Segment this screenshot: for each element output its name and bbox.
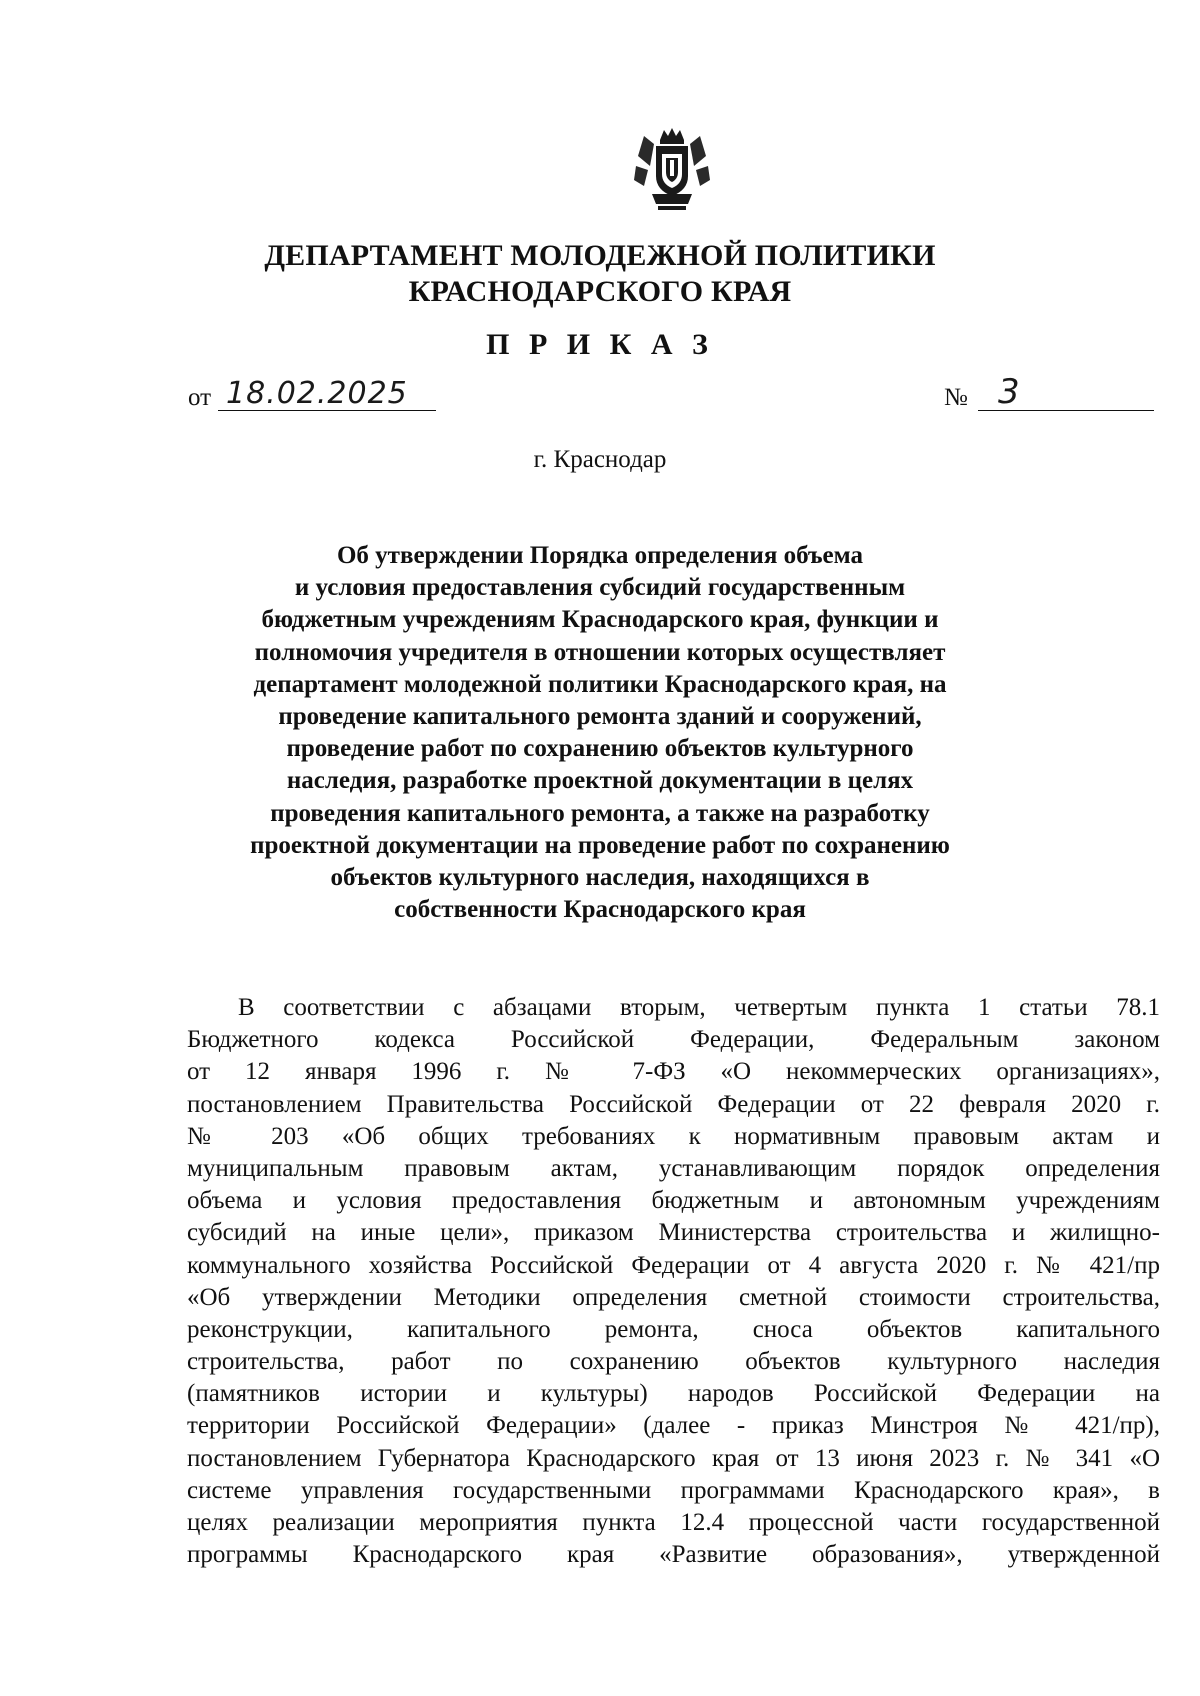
heading-line: наследия, разработке проектной документации в целях <box>286 767 914 795</box>
heading-line: проведения капитального ремонта, а также на разработку <box>270 799 930 827</box>
body-line: от 12 января 1996 г. № 7-ФЗ «О некоммерческих организациях», <box>187 1058 1160 1086</box>
body-line: муниципальным правовым актам, устанавливающим порядок определения <box>187 1154 1160 1182</box>
city: г. Краснодар <box>533 446 667 473</box>
body-line: В соответствии с абзацами вторым, четвертым пункта 1 статьи 78.1 <box>238 994 1160 1021</box>
coat-of-arms-icon <box>632 126 712 212</box>
body-line: постановлением Правительства Российской Федерации от 22 февраля 2020 г. <box>187 1090 1160 1118</box>
body-line: «Об утверждении Методики определения сметной стоимости строительства, <box>187 1283 1160 1311</box>
heading-line: бюджетным учреждениям Краснодарского края, функции и <box>261 606 939 634</box>
heading-line: полномочия учредителя в отношении которых осуществляет <box>254 638 946 666</box>
body-line: целях реализации мероприятия пункта 12.4 процессной части государственной <box>187 1509 1160 1536</box>
heading-line: проведение капитального ремонта зданий и сооружений, <box>278 703 922 731</box>
handwritten-number: 3 <box>998 372 1020 412</box>
heading-line: объектов культурного наследия, находящихся в <box>330 864 870 892</box>
body-line: (памятников истории и культуры) народов Российской Федерации на <box>187 1380 1160 1408</box>
heading-line: собственности Краснодарского края <box>394 896 806 924</box>
department-name <box>0 238 1200 310</box>
body-paragraph <box>187 992 1160 1571</box>
order-heading <box>230 540 970 926</box>
body-line: строительства, работ по сохранению объектов культурного наследия <box>187 1348 1160 1376</box>
date-prefix: от <box>188 384 212 411</box>
body-line: объема и условия предоставления бюджетным и автономным учреждениям <box>187 1187 1160 1215</box>
document-type: П Р И К А З <box>486 328 714 361</box>
heading-line: и условия предоставления субсидий государственным <box>294 574 906 602</box>
heading-line: проектной документации на проведение работ по сохранению <box>250 831 950 859</box>
handwritten-date: 18.02.2025 <box>226 376 408 411</box>
body-line: системе управления государственными программами Краснодарского края», в <box>187 1476 1160 1504</box>
body-line: коммунального хозяйства Российской Федерации от 4 августа 2020 г. № 421/пр <box>187 1251 1160 1279</box>
department-name-line2: КРАСНОДАРСКОГО КРАЯ <box>408 275 792 308</box>
body-line: субсидий на иные цели», приказом Министерства строительства и жилищно- <box>187 1219 1160 1247</box>
order-number <box>944 372 1156 420</box>
body-line: постановлением Губернатора Краснодарского края от 13 июня 2023 г. № 341 «О <box>187 1444 1160 1472</box>
department-name-line1: ДЕПАРТАМЕНТ МОЛОДЕЖНОЙ ПОЛИТИКИ <box>264 239 936 272</box>
body-line: Бюджетного кодекса Российской Федерации, Федеральным законом <box>187 1026 1160 1054</box>
order-date <box>188 376 458 420</box>
body-line: программы Краснодарского края «Развитие образования», утвержденной <box>187 1541 1160 1569</box>
body-line: № 203 «Об общих требованиях к нормативным правовым актам и <box>187 1122 1160 1150</box>
heading-line: департамент молодежной политики Краснодарского края, на <box>253 670 947 698</box>
number-prefix: № <box>944 384 968 411</box>
heading-line: проведение работ по сохранению объектов культурного <box>286 735 914 763</box>
body-line: территории Российской Федерации» (далее - приказ Минстроя № 421/пр), <box>187 1412 1160 1440</box>
body-line: реконструкции, капитального ремонта, сноса объектов капитального <box>187 1315 1160 1343</box>
heading-line: Об утверждении Порядка определения объема <box>336 542 864 569</box>
